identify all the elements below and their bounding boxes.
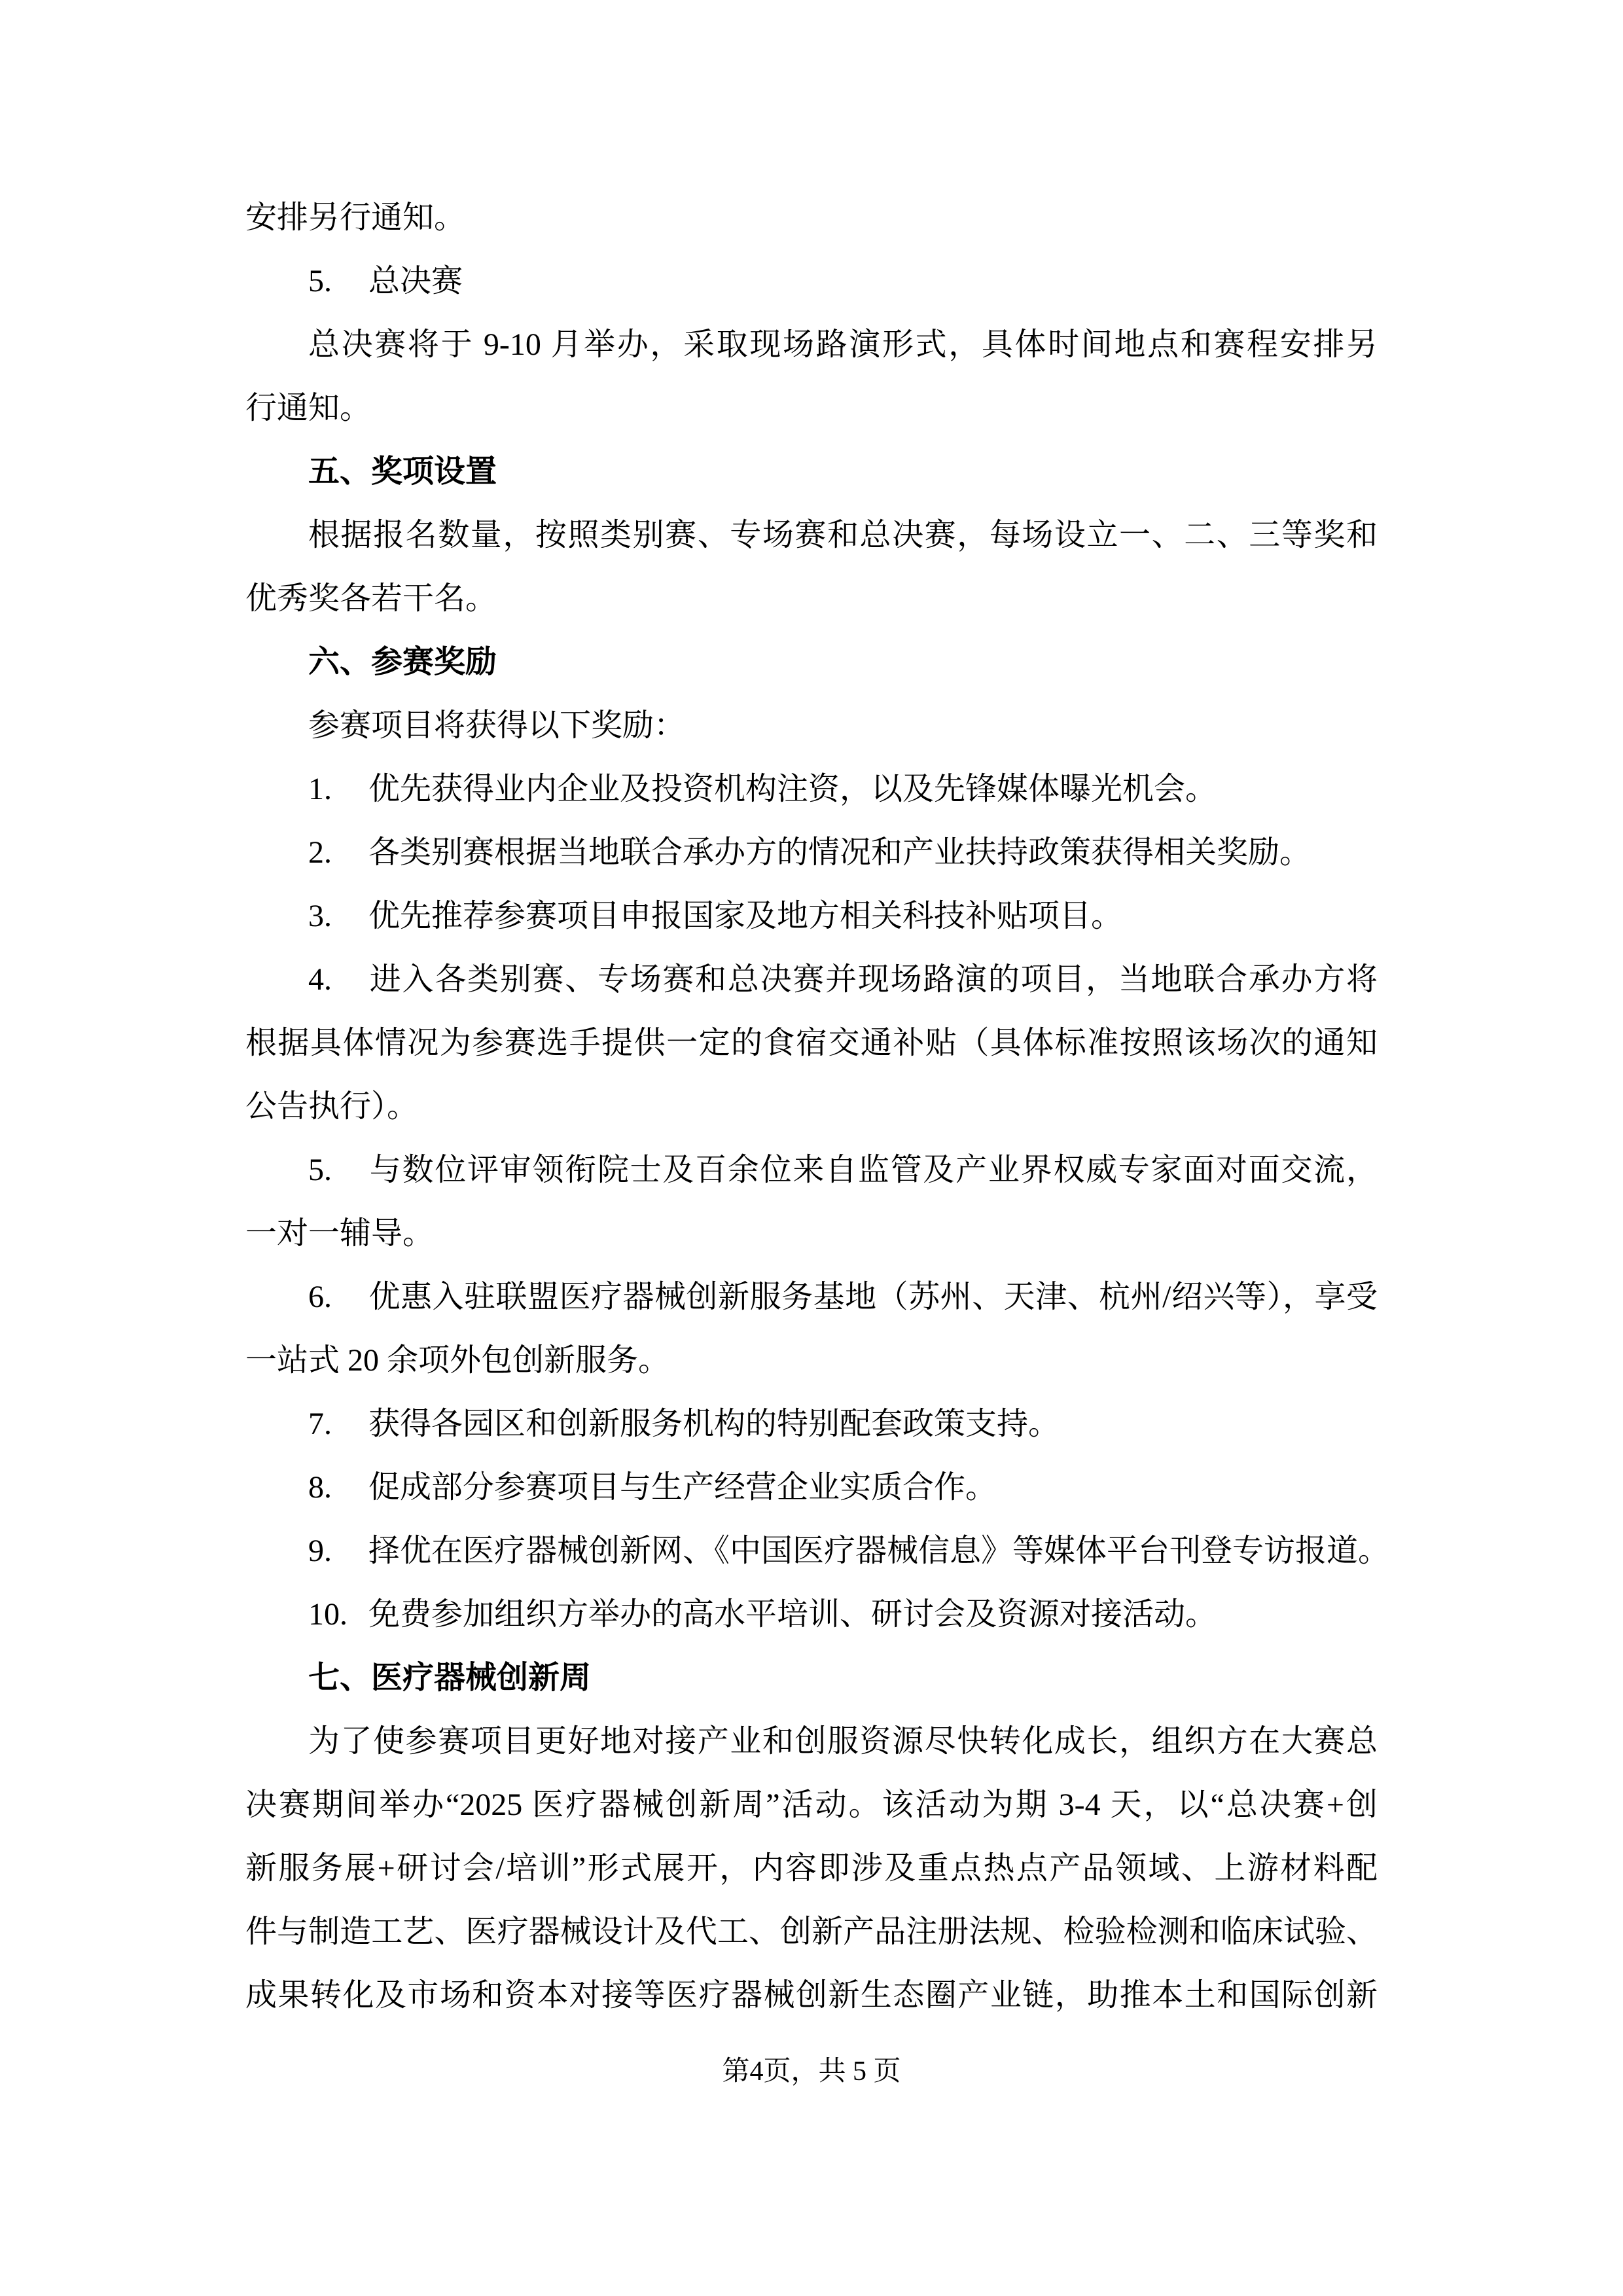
list-number: 8. <box>308 1470 332 1505</box>
line-text: 件与制造工艺、医疗器械设计及代工、创新产品注册法规、检验检测和临床试验、 <box>245 1914 1378 1949</box>
line-text: 促成部分参赛项目与生产经营企业实质合作。 <box>368 1470 997 1505</box>
line-text: 优先获得业内企业及投资机构注资，以及先锋媒体曝光机会。 <box>368 772 1217 806</box>
line-text: 总决赛 <box>368 264 463 298</box>
line-text: 根据报名数量，按照类别赛、专场赛和总决赛，每场设立一、二、三等奖和 <box>308 518 1378 552</box>
list-item <box>245 884 1378 948</box>
line-text: 安排另行通知。 <box>245 200 466 235</box>
line-text: 择优在医疗器械创新网、《中国医疗器械信息》等媒体平台刊登专访报道。 <box>368 1534 1390 1568</box>
line-text: 新服务展+研讨会/培训”形式展开，内容即涉及重点热点产品领域、上游材料配 <box>245 1851 1378 1886</box>
paragraph-line <box>245 186 1378 249</box>
paragraph-line <box>245 1075 1378 1138</box>
section-heading <box>245 630 1378 694</box>
line-text: 为了使参赛项目更好地对接产业和创服资源尽快转化成长，组织方在大赛总 <box>308 1724 1378 1759</box>
list-item <box>245 1583 1378 1646</box>
line-text: 与数位评审领衔院士及百余位来自监管及产业界权威专家面对面交流， <box>368 1153 1378 1187</box>
paragraph-line <box>245 1964 1378 2027</box>
list-number: 3. <box>308 899 332 933</box>
line-text: 七、医疗器械创新周 <box>308 1660 592 1695</box>
list-item <box>245 1138 1378 1202</box>
paragraph-line <box>245 1837 1378 1900</box>
list-item <box>245 1456 1378 1519</box>
paragraph-line <box>245 1011 1378 1075</box>
page-footer <box>245 2040 1378 2104</box>
line-text: 行通知。 <box>245 391 372 425</box>
list-number: 9. <box>308 1534 332 1568</box>
line-text: 决赛期间举办“2025 医疗器械创新周”活动。该活动为期 3-4 天，以“总决赛+创 <box>245 1787 1378 1822</box>
line-text: 优先推荐参赛项目申报国家及地方相关科技补贴项目。 <box>368 899 1123 933</box>
paragraph-line <box>245 1202 1378 1265</box>
line-text: 一站式 20 余项外包创新服务。 <box>245 1343 670 1378</box>
paragraph-line <box>245 313 1378 376</box>
list-item <box>245 249 1378 313</box>
list-number: 4. <box>308 962 332 997</box>
line-text: 获得各园区和创新服务机构的特别配套政策支持。 <box>368 1407 1060 1441</box>
list-number: 10. <box>308 1597 348 1632</box>
line-text: 参赛项目将获得以下奖励： <box>308 708 686 743</box>
line-text: 一对一辅导。 <box>245 1216 435 1251</box>
line-text: 公告执行）。 <box>245 1089 419 1124</box>
list-item <box>245 1519 1390 1583</box>
list-item <box>245 821 1378 884</box>
list-number: 5. <box>308 1153 332 1187</box>
list-number: 2. <box>308 835 332 870</box>
list-item <box>245 948 1378 1011</box>
list-number: 7. <box>308 1407 332 1441</box>
paragraph-line <box>245 1900 1378 1964</box>
line-text: 根据具体情况为参赛选手提供一定的食宿交通补贴（具体标准按照该场次的通知 <box>245 1026 1378 1060</box>
line-text: 免费参加组织方举办的高水平培训、研讨会及资源对接活动。 <box>368 1597 1217 1632</box>
paragraph-line <box>245 376 1378 440</box>
line-text: 进入各类别赛、专场赛和总决赛并现场路演的项目，当地联合承办方将 <box>368 962 1378 997</box>
page-number-text: 第4页，共 5 页 <box>722 2056 901 2087</box>
line-text: 优秀奖各若干名。 <box>245 581 497 616</box>
paragraph-line <box>245 503 1378 567</box>
list-item <box>245 757 1378 821</box>
document-body <box>245 186 1390 2027</box>
line-text: 六、参赛奖励 <box>308 645 497 679</box>
list-item <box>245 1265 1378 1329</box>
line-text: 五、奖项设置 <box>308 454 497 489</box>
section-heading <box>245 440 1378 503</box>
list-number: 6. <box>308 1280 332 1314</box>
paragraph-line <box>245 1710 1378 1773</box>
line-text: 优惠入驻联盟医疗器械创新服务基地（苏州、天津、杭州/绍兴等），享受 <box>368 1280 1378 1314</box>
paragraph-line <box>245 1329 1378 1392</box>
line-text: 成果转化及市场和资本对接等医疗器械创新生态圈产业链，助推本土和国际创新 <box>245 1978 1378 2013</box>
paragraph-line <box>245 567 1378 630</box>
paragraph-line <box>245 1773 1378 1837</box>
line-text: 总决赛将于 9-10 月举办，采取现场路演形式，具体时间地点和赛程安排另 <box>308 327 1378 362</box>
list-item <box>245 1392 1378 1456</box>
paragraph-line <box>245 694 1378 757</box>
list-number: 1. <box>308 772 332 806</box>
line-text: 各类别赛根据当地联合承办方的情况和产业扶持政策获得相关奖励。 <box>368 835 1311 870</box>
list-number: 5. <box>308 264 332 298</box>
section-heading <box>245 1646 1378 1710</box>
